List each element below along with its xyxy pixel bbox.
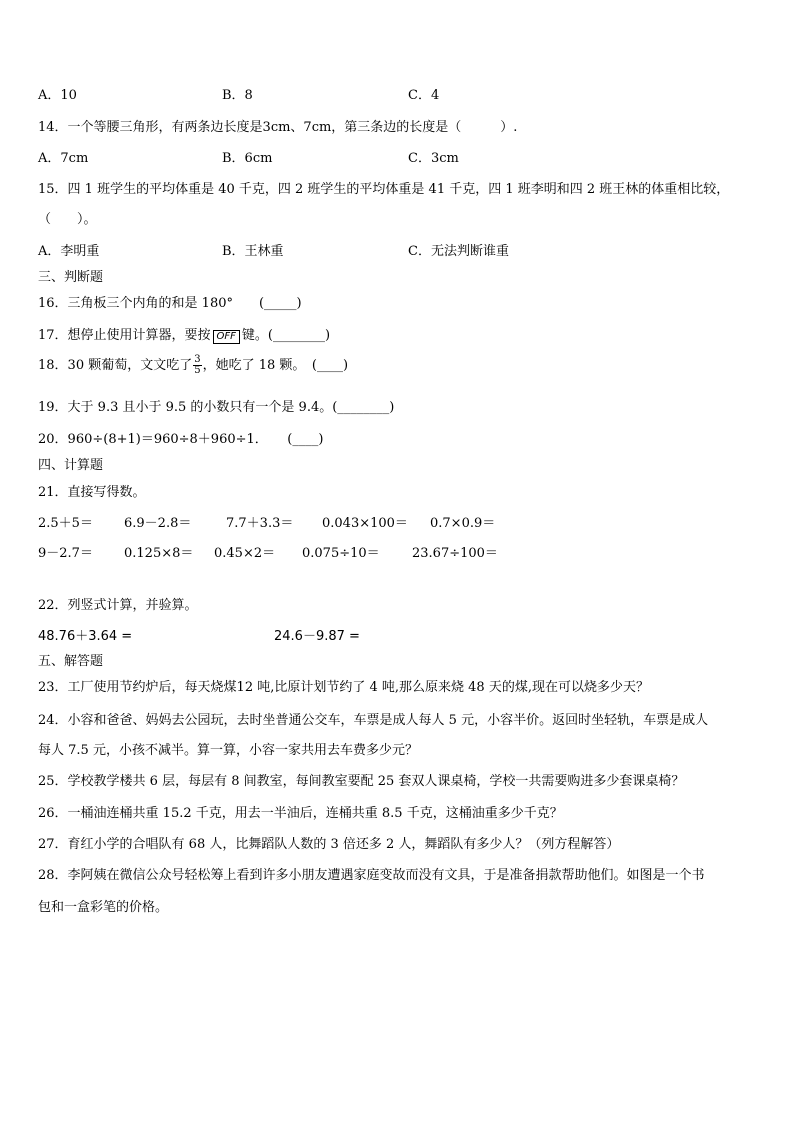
calc-item: 2.5＋5＝ <box>38 516 93 531</box>
q21-stem: 21．直接写得数。 <box>38 485 146 500</box>
q20: 20．960÷(8+1)＝960÷8＋960÷1． (____) <box>38 432 324 447</box>
q27: 27．育红小学的合唱队有 68 人，比舞蹈队人数的 3 倍还多 2 人，舞蹈队有多少人？（列方程解答） <box>38 837 620 852</box>
calc-item: 0.7×0.9＝ <box>430 516 496 531</box>
calc-item: 6.9－2.8＝ <box>124 516 192 531</box>
q28-line1: 28．李阿姨在微信公众号轻松筹上看到许多小朋友遭遇家庭变故而没有文具，于是准备捐款帮助他们。如图是一个书 <box>38 868 705 883</box>
q24-line1: 24．小容和爸爸、妈妈去公园玩，去时坐普通公交车，车票是成人每人 5 元，小容半价。返回时坐轻轨，车票是成人 <box>38 713 709 728</box>
q14-option-a: A．7cm <box>38 151 89 166</box>
q22-stem: 22．列竖式计算，并验算。 <box>38 598 198 613</box>
q19: 19．大于 9.3 且小于 9.5 的小数只有一个是 9.4。(________) <box>38 400 395 415</box>
calc-item: 0.45×2＝ <box>214 546 276 561</box>
calc-item: 9－2.7＝ <box>38 546 93 561</box>
calc-item: 0.125×8＝ <box>124 546 194 561</box>
q24-line2: 每人 7.5 元，小孩不减半。算一算，小容一家共用去车费多少元？ <box>38 743 418 758</box>
q18-text-after: ，她吃了 18 颗。 (____) <box>202 358 349 373</box>
section-word-problems-heading: 五、解答题 <box>38 654 104 669</box>
q17-text-before: 17．想停止使用计算器，要按 <box>38 328 211 343</box>
q13-option-b: B．8 <box>222 88 253 103</box>
fraction-numerator: 3 <box>194 354 201 365</box>
calc-item: 0.075÷10＝ <box>302 546 380 561</box>
q26: 26．一桶油连桶共重 15.2 千克，用去一半油后，连桶共重 8.5 千克，这桶油重多少千克？ <box>38 806 563 821</box>
vertical-calc-item: 24.6－9.87 = <box>274 629 360 644</box>
q14-option-c: C．3cm <box>408 151 459 166</box>
q15-option-a: A．李明重 <box>38 244 100 259</box>
q17-text-after: 键。(________) <box>241 328 331 343</box>
q28-line2: 包和一盒彩笔的价格。 <box>38 900 169 915</box>
q14-stem: 14．一个等腰三角形，有两条边长度是3cm、7cm，第三条边的长度是（ ）. <box>38 120 518 135</box>
fraction <box>193 355 201 376</box>
q18-text-before: 18．30 颗葡萄，文文吃了 <box>38 358 193 373</box>
calc-item: 7.7＋3.3＝ <box>226 516 294 531</box>
off-key-icon: OFF <box>213 330 240 344</box>
q15-option-b: B．王林重 <box>222 244 284 259</box>
calc-item: 23.67÷100＝ <box>412 546 498 561</box>
q16: 16．三角板三个内角的和是 180° (_____) <box>38 296 302 311</box>
q15-stem: 15．四 1 班学生的平均体重是 40 千克，四 2 班学生的平均体重是 41 千克，四 1 班李明和四 2 班王林的体重相比较， <box>38 182 730 197</box>
q15-option-c: C．无法判断谁重 <box>408 244 509 259</box>
q15-stem-continued: （ ）。 <box>38 212 97 227</box>
vertical-calc-item: 48.76＋3.64 = <box>38 629 133 644</box>
q14-option-b: B．6cm <box>222 151 273 166</box>
q23: 23．工厂使用节约炉后，每天烧煤12 吨,比原计划节约了 4 吨,那么原来烧 48 天的煤,现在可以烧多少天？ <box>38 680 649 695</box>
q17 <box>38 324 330 344</box>
fraction-denominator: 5 <box>194 365 201 376</box>
section-judgement-heading: 三、判断题 <box>38 270 104 285</box>
section-calculation-heading: 四、计算题 <box>38 458 104 473</box>
calc-item: 0.043×100＝ <box>322 516 408 531</box>
q13-option-c: C．4 <box>408 88 440 103</box>
q18 <box>38 354 348 376</box>
q25: 25．学校教学楼共 6 层，每层有 8 间教室，每间教室要配 25 套双人课桌椅，学校一共需要购进多少套课桌椅？ <box>38 774 685 789</box>
q13-option-a: A．10 <box>38 88 77 103</box>
